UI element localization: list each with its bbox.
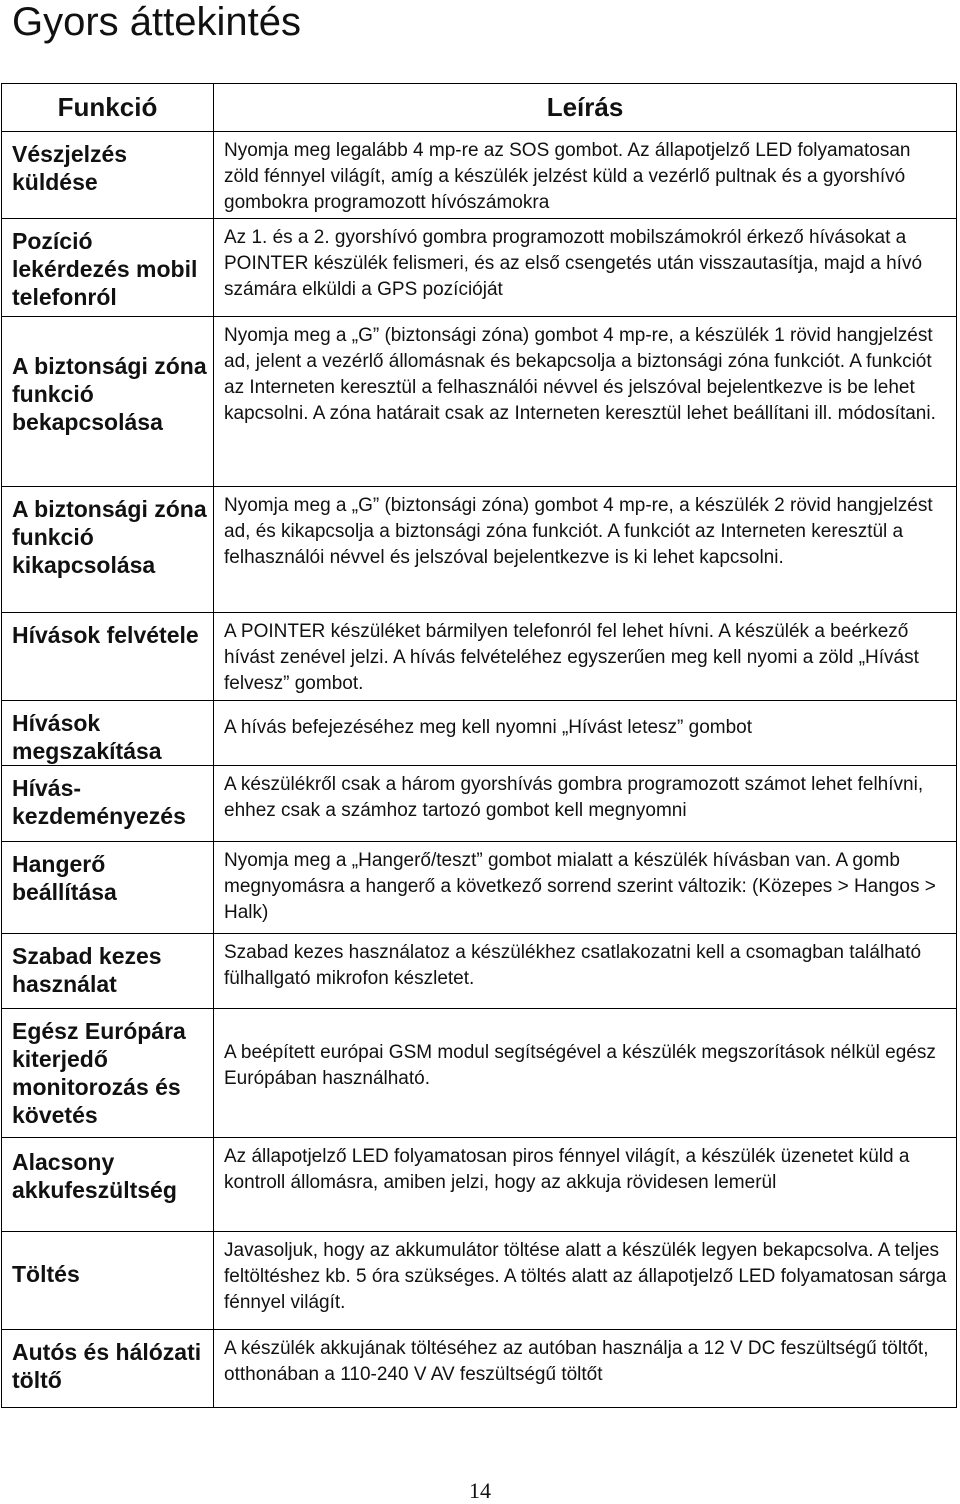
description-cell: Szabad kezes használatoz a készülékhez csatlakozatni kell a csomagban található fülhallgató mikrofon készletet. (214, 934, 957, 1009)
header-function: Funkció (2, 84, 214, 132)
description-cell: Nyomja meg a „Hangerő/teszt” gombot mialatt a készülék hívásban van. A gomb megnyomásra a hangerő a következő sorrend szerint változik: (Közepes > Hangos > Halk) (214, 842, 957, 934)
description-cell: A POINTER készüléket bármilyen telefonról fel lehet hívni. A készülék a beérkező hívást zenével jelzi. A hívás felvételéhez egyszerűen meg kell nyomi a zöld „Hívást felvesz” gombot. (214, 613, 957, 701)
function-cell: Szabad kezes használat (2, 934, 214, 1009)
table-row (2, 842, 957, 934)
function-cell: Egész Európára kiterjedő monitorozás és követés (2, 1009, 214, 1138)
function-cell: Vészjelzés küldése (2, 132, 214, 219)
table-row (2, 613, 957, 701)
table-row (2, 132, 957, 219)
function-cell: A biztonsági zóna funkció bekapcsolása (2, 317, 214, 487)
function-cell: Autós és hálózati töltő (2, 1330, 214, 1408)
table-row (2, 1330, 957, 1408)
description-cell: Nyomja meg a „G” (biztonsági zóna) gombot 4 mp-re, a készülék 1 rövid hangjelzést ad, jelent a vezérlő állomásnak és bekapcsolja a biztonsági zóna funkciót. A funkciót az Interneten keresztül a felhasználói névvel és jelszóval bejelentkezve is be lehet kapcsolni. A zóna határait csak az Interneten keresztül lehet beállítani ill. módosítani. (214, 317, 957, 487)
description-cell: Javasoljuk, hogy az akkumulátor töltése alatt a készülék legyen bekapcsolva. A teljes feltöltéshez kb. 5 óra szükséges. A töltés alatt az állapotjelző LED folyamatosan sárga fénnyel világít. (214, 1232, 957, 1330)
description-cell: A hívás befejezéséhez meg kell nyomni „Hívást letesz” gombot (214, 701, 957, 766)
function-cell: Alacsony akkufeszültség (2, 1138, 214, 1232)
function-cell: Hívások megszakítása (2, 701, 214, 766)
function-cell: Hívások felvétele (2, 613, 214, 701)
description-cell: Nyomja meg legalább 4 mp-re az SOS gombot. Az állapotjelző LED folyamatosan zöld fénnyel világít, amíg a készülék jelzést küld a vezérlő pultnak és a gyorshívó gombokra programozott hívószámokra (214, 132, 957, 219)
description-cell: A készülék akkujának töltéséhez az autóban használja a 12 V DC feszültségű töltőt, otthonában a 110-240 V AV feszültségű töltőt (214, 1330, 957, 1408)
description-cell: Nyomja meg a „G” (biztonsági zóna) gombot 4 mp-re, a készülék 2 rövid hangjelzést ad, és kikapcsolja a biztonsági zóna funkciót. A funkciót az Interneten keresztül a felhasználói névvel és jelszóval bejelentkezve is ki lehet kapcsolni. (214, 487, 957, 613)
table-row (2, 1138, 957, 1232)
header-description: Leírás (214, 84, 957, 132)
table-row (2, 934, 957, 1009)
table-row (2, 1232, 957, 1330)
function-cell: Hívás-kezdeményezés (2, 766, 214, 842)
table-row (2, 701, 957, 766)
page-number: 14 (469, 1478, 491, 1503)
function-cell: A biztonsági zóna funkció kikapcsolása (2, 487, 214, 613)
function-cell: Pozíció lekérdezés mobil telefonról (2, 219, 214, 317)
table-row (2, 487, 957, 613)
description-cell: A beépített európai GSM modul segítségével a készülék megszorítások nélkül egész Európában használható. (214, 1009, 957, 1138)
function-cell: Hangerő beállítása (2, 842, 214, 934)
table-row (2, 219, 957, 317)
table-row (2, 317, 957, 487)
description-cell: Az 1. és a 2. gyorshívó gombra programozott mobilszámokról érkező hívásokat a POINTER készülék felismeri, és az első csengetés után visszautasítja, majd a hívó számára elküldi a GPS pozícióját (214, 219, 957, 317)
description-cell: Az állapotjelző LED folyamatosan piros fénnyel világít, a készülék üzenetet küld a kontroll állomásra, amiben jelzi, hogy az akkuja rövidesen lemerül (214, 1138, 957, 1232)
overview-table (1, 83, 957, 1408)
description-cell: A készülékről csak a három gyorshívás gombra programozott számot lehet felhívni, ehhez csak a számhoz tartozó gombot kell megnyomni (214, 766, 957, 842)
table-row (2, 766, 957, 842)
page-title: Gyors áttekintés (12, 0, 302, 44)
table-row (2, 1009, 957, 1138)
function-cell: Töltés (2, 1232, 214, 1330)
table-header-row (2, 84, 957, 132)
